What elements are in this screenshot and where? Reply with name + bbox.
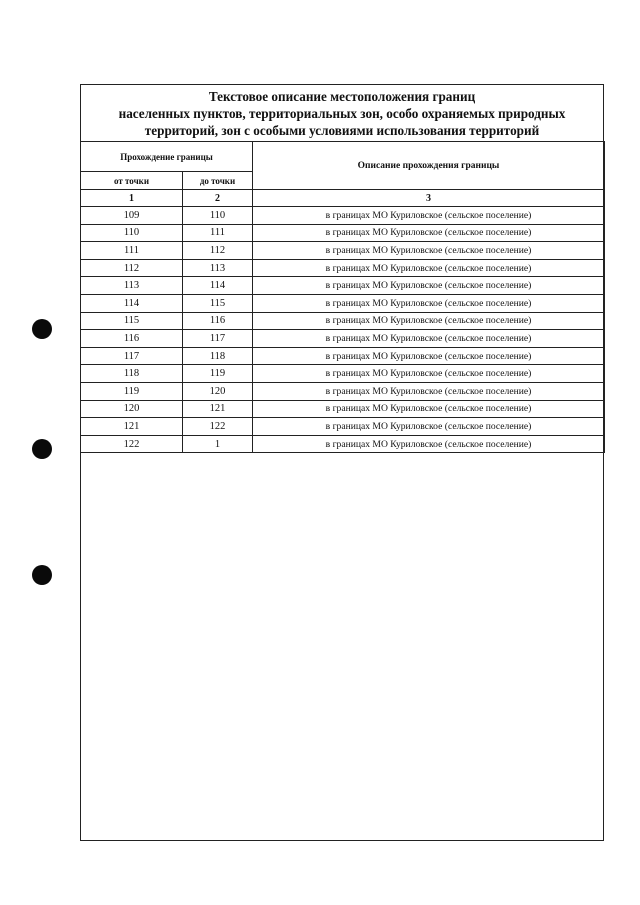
- cell-to-point: 121: [183, 400, 253, 418]
- cell-from-point: 118: [81, 365, 183, 383]
- table-row: [81, 312, 605, 330]
- cell-to-point: 116: [183, 312, 253, 330]
- title-line-3: территорий, зон с особыми условиями использования территорий: [144, 123, 540, 138]
- cell-description: в границах МО Куриловское (сельское поселение): [253, 242, 605, 260]
- cell-description: в границах МО Куриловское (сельское поселение): [253, 259, 605, 277]
- table-row: [81, 435, 605, 453]
- table-row: [81, 242, 605, 260]
- cell-to-point: 118: [183, 347, 253, 365]
- header-from-point: от точки: [81, 172, 183, 190]
- cell-from-point: 112: [81, 259, 183, 277]
- punch-hole-middle: [32, 439, 52, 459]
- column-number: 1: [81, 190, 183, 207]
- table-row: [81, 400, 605, 418]
- column-number-row: [81, 190, 605, 207]
- cell-from-point: 116: [81, 330, 183, 348]
- cell-from-point: 113: [81, 277, 183, 295]
- punch-hole-bottom: [32, 565, 52, 585]
- cell-to-point: 114: [183, 277, 253, 295]
- cell-from-point: 111: [81, 242, 183, 260]
- header-to-point: до точки: [183, 172, 253, 190]
- cell-to-point: 117: [183, 330, 253, 348]
- boundary-table: [80, 141, 605, 453]
- table-row: [81, 277, 605, 295]
- table-row: [81, 224, 605, 242]
- document-title: [81, 88, 603, 139]
- cell-to-point: 115: [183, 294, 253, 312]
- table-row: [81, 418, 605, 436]
- table-header-row: [81, 142, 605, 172]
- cell-to-point: 119: [183, 365, 253, 383]
- table-row: [81, 294, 605, 312]
- cell-description: в границах МО Куриловское (сельское поселение): [253, 435, 605, 453]
- cell-from-point: 121: [81, 418, 183, 436]
- cell-to-point: 122: [183, 418, 253, 436]
- table-row: [81, 365, 605, 383]
- cell-description: в границах МО Куриловское (сельское поселение): [253, 294, 605, 312]
- cell-description: в границах МО Куриловское (сельское поселение): [253, 207, 605, 225]
- cell-description: в границах МО Куриловское (сельское поселение): [253, 312, 605, 330]
- cell-from-point: 114: [81, 294, 183, 312]
- cell-description: в границах МО Куриловское (сельское поселение): [253, 382, 605, 400]
- cell-to-point: 110: [183, 207, 253, 225]
- cell-to-point: 1: [183, 435, 253, 453]
- cell-description: в границах МО Куриловское (сельское поселение): [253, 400, 605, 418]
- cell-description: в границах МО Куриловское (сельское поселение): [253, 347, 605, 365]
- cell-from-point: 120: [81, 400, 183, 418]
- punch-hole-top: [32, 319, 52, 339]
- cell-from-point: 122: [81, 435, 183, 453]
- cell-from-point: 119: [81, 382, 183, 400]
- cell-description: в границах МО Куриловское (сельское поселение): [253, 224, 605, 242]
- cell-from-point: 117: [81, 347, 183, 365]
- table-row: [81, 259, 605, 277]
- table-row: [81, 207, 605, 225]
- column-number: 2: [183, 190, 253, 207]
- header-description: Описание прохождения границы: [253, 142, 605, 190]
- cell-description: в границах МО Куриловское (сельское поселение): [253, 365, 605, 383]
- header-boundary-passage: Прохождение границы: [81, 142, 253, 172]
- table-row: [81, 330, 605, 348]
- cell-to-point: 112: [183, 242, 253, 260]
- title-line-2: населенных пунктов, территориальных зон, особо охраняемых природных: [118, 106, 566, 121]
- title-line-1: Текстовое описание местоположения границ: [208, 89, 476, 104]
- cell-to-point: 111: [183, 224, 253, 242]
- cell-description: в границах МО Куриловское (сельское поселение): [253, 418, 605, 436]
- cell-from-point: 109: [81, 207, 183, 225]
- column-number: 3: [253, 190, 605, 207]
- cell-to-point: 120: [183, 382, 253, 400]
- cell-from-point: 110: [81, 224, 183, 242]
- table-row: [81, 347, 605, 365]
- cell-description: в границах МО Куриловское (сельское поселение): [253, 330, 605, 348]
- table-row: [81, 382, 605, 400]
- cell-to-point: 113: [183, 259, 253, 277]
- document-frame: [80, 84, 604, 841]
- cell-from-point: 115: [81, 312, 183, 330]
- table-body: [81, 190, 605, 453]
- cell-description: в границах МО Куриловское (сельское поселение): [253, 277, 605, 295]
